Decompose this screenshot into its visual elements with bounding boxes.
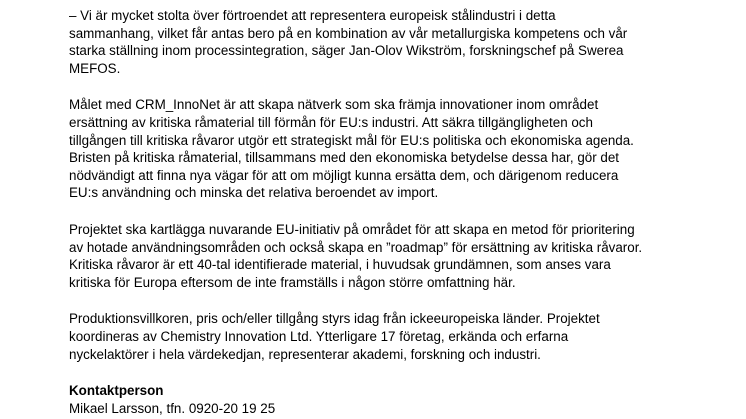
paragraph-goal: [69, 96, 709, 202]
text-line: Produktionsvillkoren, pris och/eller tillgång styrs idag från ickeeuropeiska länder. Projektet: [69, 311, 600, 327]
text-line: sammanhang, vilket får antas bero på en kombination av vår metallurgiska kompetens och vår: [69, 25, 628, 41]
text-line: kritiska för Europa eftersom de inte framställs i någon större omfattning här.: [69, 274, 516, 290]
paragraph-production: [69, 310, 709, 363]
paragraph-quote: [69, 7, 709, 77]
text-line: Bristen på kritiska råmaterial, tillsammans med den ekonomiska betydelse dessa har, gör det: [69, 150, 620, 166]
text-line: Målet med CRM_InnoNet är att skapa nätverk som ska främja innovationer inom området: [69, 97, 599, 113]
text-line: tillgången till kritiska råvaror utgör ett strategiskt mål för EU:s politiska och ekonomiska agenda.: [69, 132, 634, 148]
text-line: ersättning av kritiska råmaterial till förmån för EU:s industri. Att säkra tillgängligheten och: [69, 114, 593, 130]
text-line: MEFOS.: [69, 60, 121, 76]
paragraph-project: [69, 221, 709, 291]
text-line: Projektet ska kartlägga nuvarande EU-initiativ på området för att skapa en metod för prioritering: [69, 221, 635, 237]
text-line: nyckelaktörer i hela värdekedjan, representerar akademi, forskning och industri.: [69, 346, 541, 362]
text-line: EU:s användning och minska det relativa beroendet av import.: [69, 185, 439, 201]
contact-section: [69, 382, 709, 417]
text-line: nödvändigt att finna nya vägar för att om möjligt kunna ersätta dem, och därigenom reducera: [69, 167, 619, 183]
text-line: starka ställning inom processintegration, säger Jan-Olov Wikström, forskningschef på Swerea: [69, 43, 624, 59]
text-line: Kritiska råvaror är ett 40-tal identifierade material, i huvudsak grundämnen, som anses vara: [69, 257, 611, 273]
contact-heading: Kontaktperson: [69, 383, 164, 399]
contact-details: Mikael Larsson, tfn. 0920-20 19 25: [69, 400, 276, 416]
text-line: koordineras av Chemistry Innovation Ltd. Ytterligare 17 företag, erkända och erfarna: [69, 328, 569, 344]
text-line: – Vi är mycket stolta över förtroendet att representera europeisk stålindustri i detta: [69, 8, 556, 23]
text-line: av hotade användningsområden och också skapa en ”roadmap” för ersättning av kritiska råvaror.: [69, 239, 643, 255]
document-page: [69, 7, 709, 417]
